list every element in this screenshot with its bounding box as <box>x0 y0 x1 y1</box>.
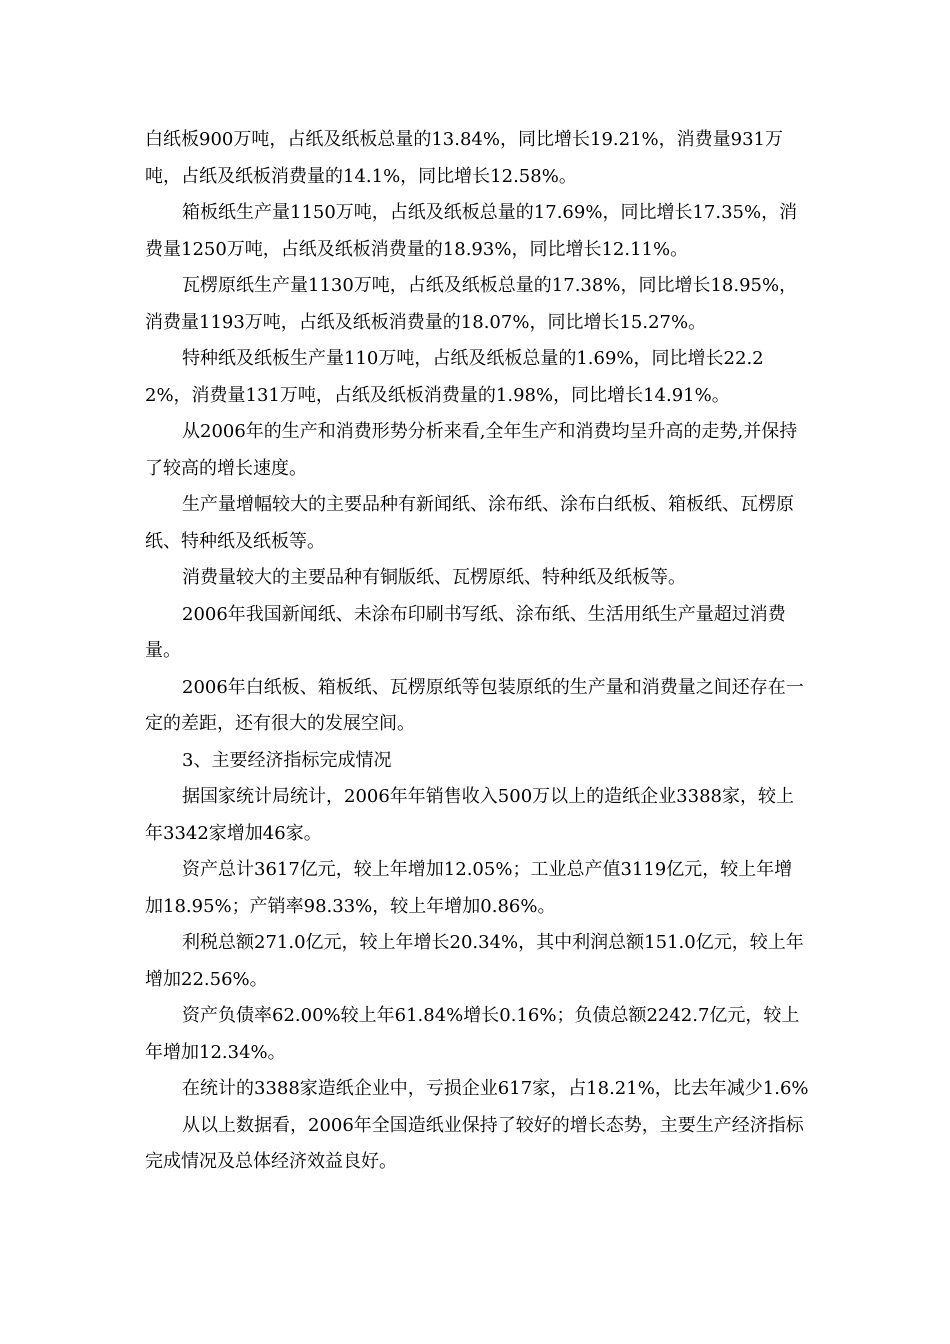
paragraph-trend-analysis: 从2006年的生产和消费形势分析来看,全年生产和消费均呈升高的走势,并保持了较高的增长速度。 <box>145 421 798 479</box>
paragraph-enterprise-count: 据国家统计局统计，2006年年销售收入500万以上的造纸企业3388家，较上年3342家增加46家。 <box>145 786 794 844</box>
paragraph-box-board: 箱板纸生产量1150万吨，占纸及纸板总量的17.69%，同比增长17.35%，消费量1250万吨，占纸及纸板消费量的18.93%，同比增长12.11%。 <box>145 202 798 260</box>
section-heading: 3、主要经济指标完成情况 <box>182 749 392 771</box>
paragraph-specialty-paper: 特种纸及纸板生产量110万吨，占纸及纸板总量的1.69%，同比增长22.22%，消费量131万吨，占纸及纸板消费量的1.98%，同比增长14.91%。 <box>145 348 764 406</box>
document-body <box>145 122 810 1181</box>
paragraph-packaging-gap: 2006年白纸板、箱板纸、瓦楞原纸等包装原纸的生产量和消费量之间还存在一定的差距，还有很大的发展空间。 <box>145 676 804 734</box>
paragraph-white-board: 白纸板900万吨，占纸及纸板总量的13.84%，同比增长19.21%，消费量931万吨，占纸及纸板消费量的14.1%，同比增长12.58%。 <box>145 129 783 187</box>
paragraph-loss-enterprises: 在统计的3388家造纸企业中，亏损企业617家，占18.21%，比去年减少1.6% <box>182 1078 809 1099</box>
paragraph-debt-ratio: 资产负债率62.00%较上年61.84%增长0.16%；负债总额2242.7亿元，较上年增加12.34%。 <box>145 1005 800 1063</box>
paragraph-profit-tax: 利税总额271.0亿元，较上年增长20.34%，其中利润总额151.0亿元，较上年增加22.56%。 <box>145 932 804 990</box>
paragraph-consumption-growth: 消费量较大的主要品种有铜版纸、瓦楞原纸、特种纸及纸板等。 <box>182 567 686 588</box>
paragraph-production-growth: 生产量增幅较大的主要品种有新闻纸、涂布纸、涂布白纸板、箱板纸、瓦楞原纸、特种纸及纸板等。 <box>145 494 794 552</box>
paragraph-production-surplus: 2006年我国新闻纸、未涂布印刷书写纸、涂布纸、生活用纸生产量超过消费量。 <box>145 603 786 661</box>
paragraph-conclusion: 从以上数据看，2006年全国造纸业保持了较好的增长态势，主要生产经济指标完成情况及总体经济效益良好。 <box>145 1114 804 1172</box>
paragraph-corrugated-paper: 瓦楞原纸生产量1130万吨，占纸及纸板总量的17.38%，同比增长18.95%，消费量1193万吨，占纸及纸板消费量的18.07%，同比增长15.27%。 <box>145 275 798 333</box>
paragraph-assets-output: 资产总计3617亿元，较上年增加12.05%；工业总产值3119亿元，较上年增加18.95%；产销率98.33%，较上年增加0.86%。 <box>145 859 793 917</box>
